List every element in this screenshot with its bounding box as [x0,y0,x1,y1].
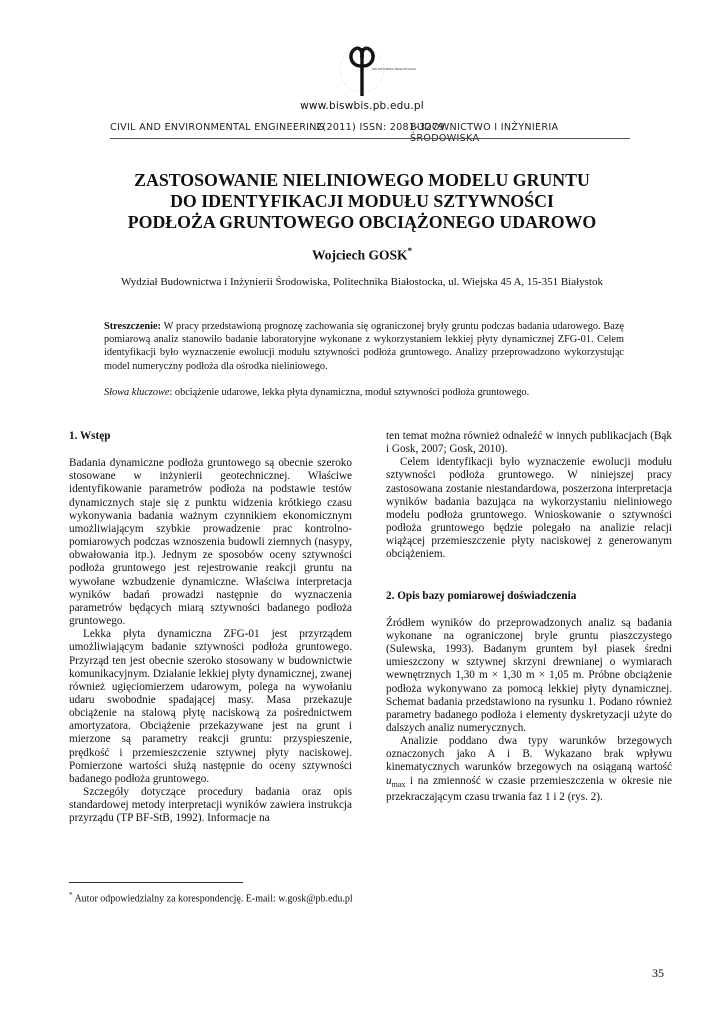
title-line: ZASTOSOWANIE NIELINIOWEGO MODELU GRUNTU [134,170,590,190]
abstract-label: Streszczenie: [104,321,161,332]
journal-issue: 2(2011) ISSN: 2081-3279 [316,122,445,133]
paragraph: Źródłem wyników do przeprowadzonych analiz są badania wykonane na ograniczonej bryle gruntu piaszczystego (Sulewska, 1993). Badanym gruntem był piasek średni umieszczony w sztywnej skrzyni drewnianej o wymiarach wewnętrznych 1,30 m × 1,30 m × 1,05 m. Próbne obciążenie podłoża wykonywano za pomocą lekkiej płyty dynamicznej. Schemat badania przedstawiono na rysunku 1. Podano również parametry badanego podłoża i elementy dyskretyzacji użyte do dalszych analiz numerycznych. [386,616,672,734]
variable-u: u [386,774,392,787]
page-number: 35 [652,966,664,980]
title-line: PODŁOŻA GRUNTOWEGO OBCIĄŻONEGO UDAROWO [127,212,597,232]
right-column [386,430,672,804]
variable-subscript: max [391,779,406,789]
journal-name-pl: BUDOWNICTWO I INŻYNIERIA [410,122,559,133]
paragraph-text: Analizie poddano dwa typy warunków brzegowych oznaczonych jako A i B. Wykazano brak wpływu kinematycznych warunków brzegowych na osiąganą wartość [386,735,672,774]
footnote-divider [69,882,243,883]
paragraph: Celem identyfikacji było wyznaczenie ewolucji modułu sztywności podłoża gruntowego. W niniejszej pracy zastosowana zostanie niestandardowa, poszerzona interpretacja wyników badania bazująca na wykorzystaniu nieliniowego modelu podłoża gruntowego. Wnioskowanie o sztywności podłoża gruntowego będzie polegało na analizie relacji wiążącej przemieszczenie płyty naciskowej z generowanym obciążeniem. [386,456,672,561]
paragraph: Lekka płyta dynamiczna ZFG-01 jest przyrządem umożliwiającym badanie sztywności podłoża gruntowego. Przyrząd ten jest obecnie szeroko stosowany w budownictwie komunikacyjnym. Działanie lekkiej płyty dynamicznej, zwanej również ugięciomierzem udarowym, polega na wywołaniu udaru swobodnie spadającej masy. Masa przekazuje obciążenie na stalową płytę naciskową za pośrednictwem amortyzatora. Obciążenie przekazywane jest na grunt i mierzone są parametry reakcji gruntu: przyspieszenie, prędkość i przemieszczenie sztywnej płyty naciskowej. Pomierzone wartości służą następnie do oceny sztywności badanego podłoża gruntowego. [69,628,353,785]
footnote-mark: * [69,891,73,899]
journal-name-en: CIVIL AND ENVIRONMENTAL ENGINEERING [110,122,325,133]
logo-text: POLITECHNIKA BIAŁOSTOCKA [372,67,417,71]
paragraph [386,735,672,804]
author-name: Wojciech GOSK [311,247,408,263]
footnote-text: Autor odpowiedzialny za korespondencję. E-mail: w.gosk@pb.edu.pl [72,893,353,905]
left-column [69,430,352,826]
keywords [104,386,624,399]
paragraph: Szczegóły dotyczące procedury badania oraz opis standardowej metody interpretacji wyników zawiera instrukcja przyrządu (TP BF-StB, 1992). Informacje na [69,786,352,825]
paragraph: Badania dynamiczne podłoża gruntowego są obecnie szeroko stosowane w inżynierii geotechnicznej. Właściwe identyfikowanie parametrów podłoża na podstawie testów dynamicznych staje się z punktu widzenia krótkiego czasu wykonywania badania ważnym czynnikiem ekonomicznym umożliwiającym szybkie prowadzenie prac kontrolno-pomiarowych podczas wznoszenia budowli ziemnych (nasypy, obwałowania itp.). Jednym ze sposobów oceny sztywności podłoża gruntowego jest rejestrowanie reakcji gruntu na wywołane wzbudzenie dynamiczne. Właściwa interpretacja wyników badań prowadzi następnie do wyznaczenia parametrów będących miarą sztywności badanego podłoża gruntowego. [69,457,352,628]
journal-url[interactable]: www.biswbis.pb.edu.pl [300,100,424,112]
keywords-text: : obciążenie udarowe, lekka płyta dynamiczna, moduł sztywności podłoża gruntowego. [169,387,530,398]
abstract-text: W pracy przedstawioną prognozę zachowania się ograniczonej bryły gruntu podczas badania udarowego. Bazę pomiarową analiz stanowiło badanie laboratoryjne wykonane z wykorzystaniem lekkiej płyty dynamicznej ZFG-01. Celem identyfikacji było wyznaczenie ewolucji modułu sztywności podłoża gruntowego. Analizy przeprowadzono wykorzystując model numeryczny podłoża dla ośrodka nieliniowego. [104,321,624,372]
section-heading: 2. Opis bazy pomiarowej doświadczenia [386,589,577,602]
affiliation: Wydział Budownictwa i Inżynierii Środowiska, Politechnika Białostocka, ul. Wiejska 45 A, 15-351 Białystok [120,276,603,288]
article-title [60,170,664,233]
header-divider [110,138,630,139]
paragraph-text: i na zmienność w czasie przemieszczenia w okresie nie przekraczającym czasu trwania faz 1 i 2 (rys. 2). [386,774,672,803]
keywords-label: Słowa kluczowe [104,387,170,398]
paragraph: ten temat można również odnaleźć w innych publikacjach (Bąk i Gosk, 2007; Gosk, 2010). [386,430,672,456]
author-footnote-mark: * [407,246,413,256]
title-line: DO IDENTYFIKACJI MODUŁU SZTYWNOŚCI [170,191,554,211]
abstract [104,320,624,373]
footnote [69,891,399,904]
university-logo [332,40,417,100]
author [0,246,724,264]
section-heading: 1. Wstęp [69,430,111,442]
